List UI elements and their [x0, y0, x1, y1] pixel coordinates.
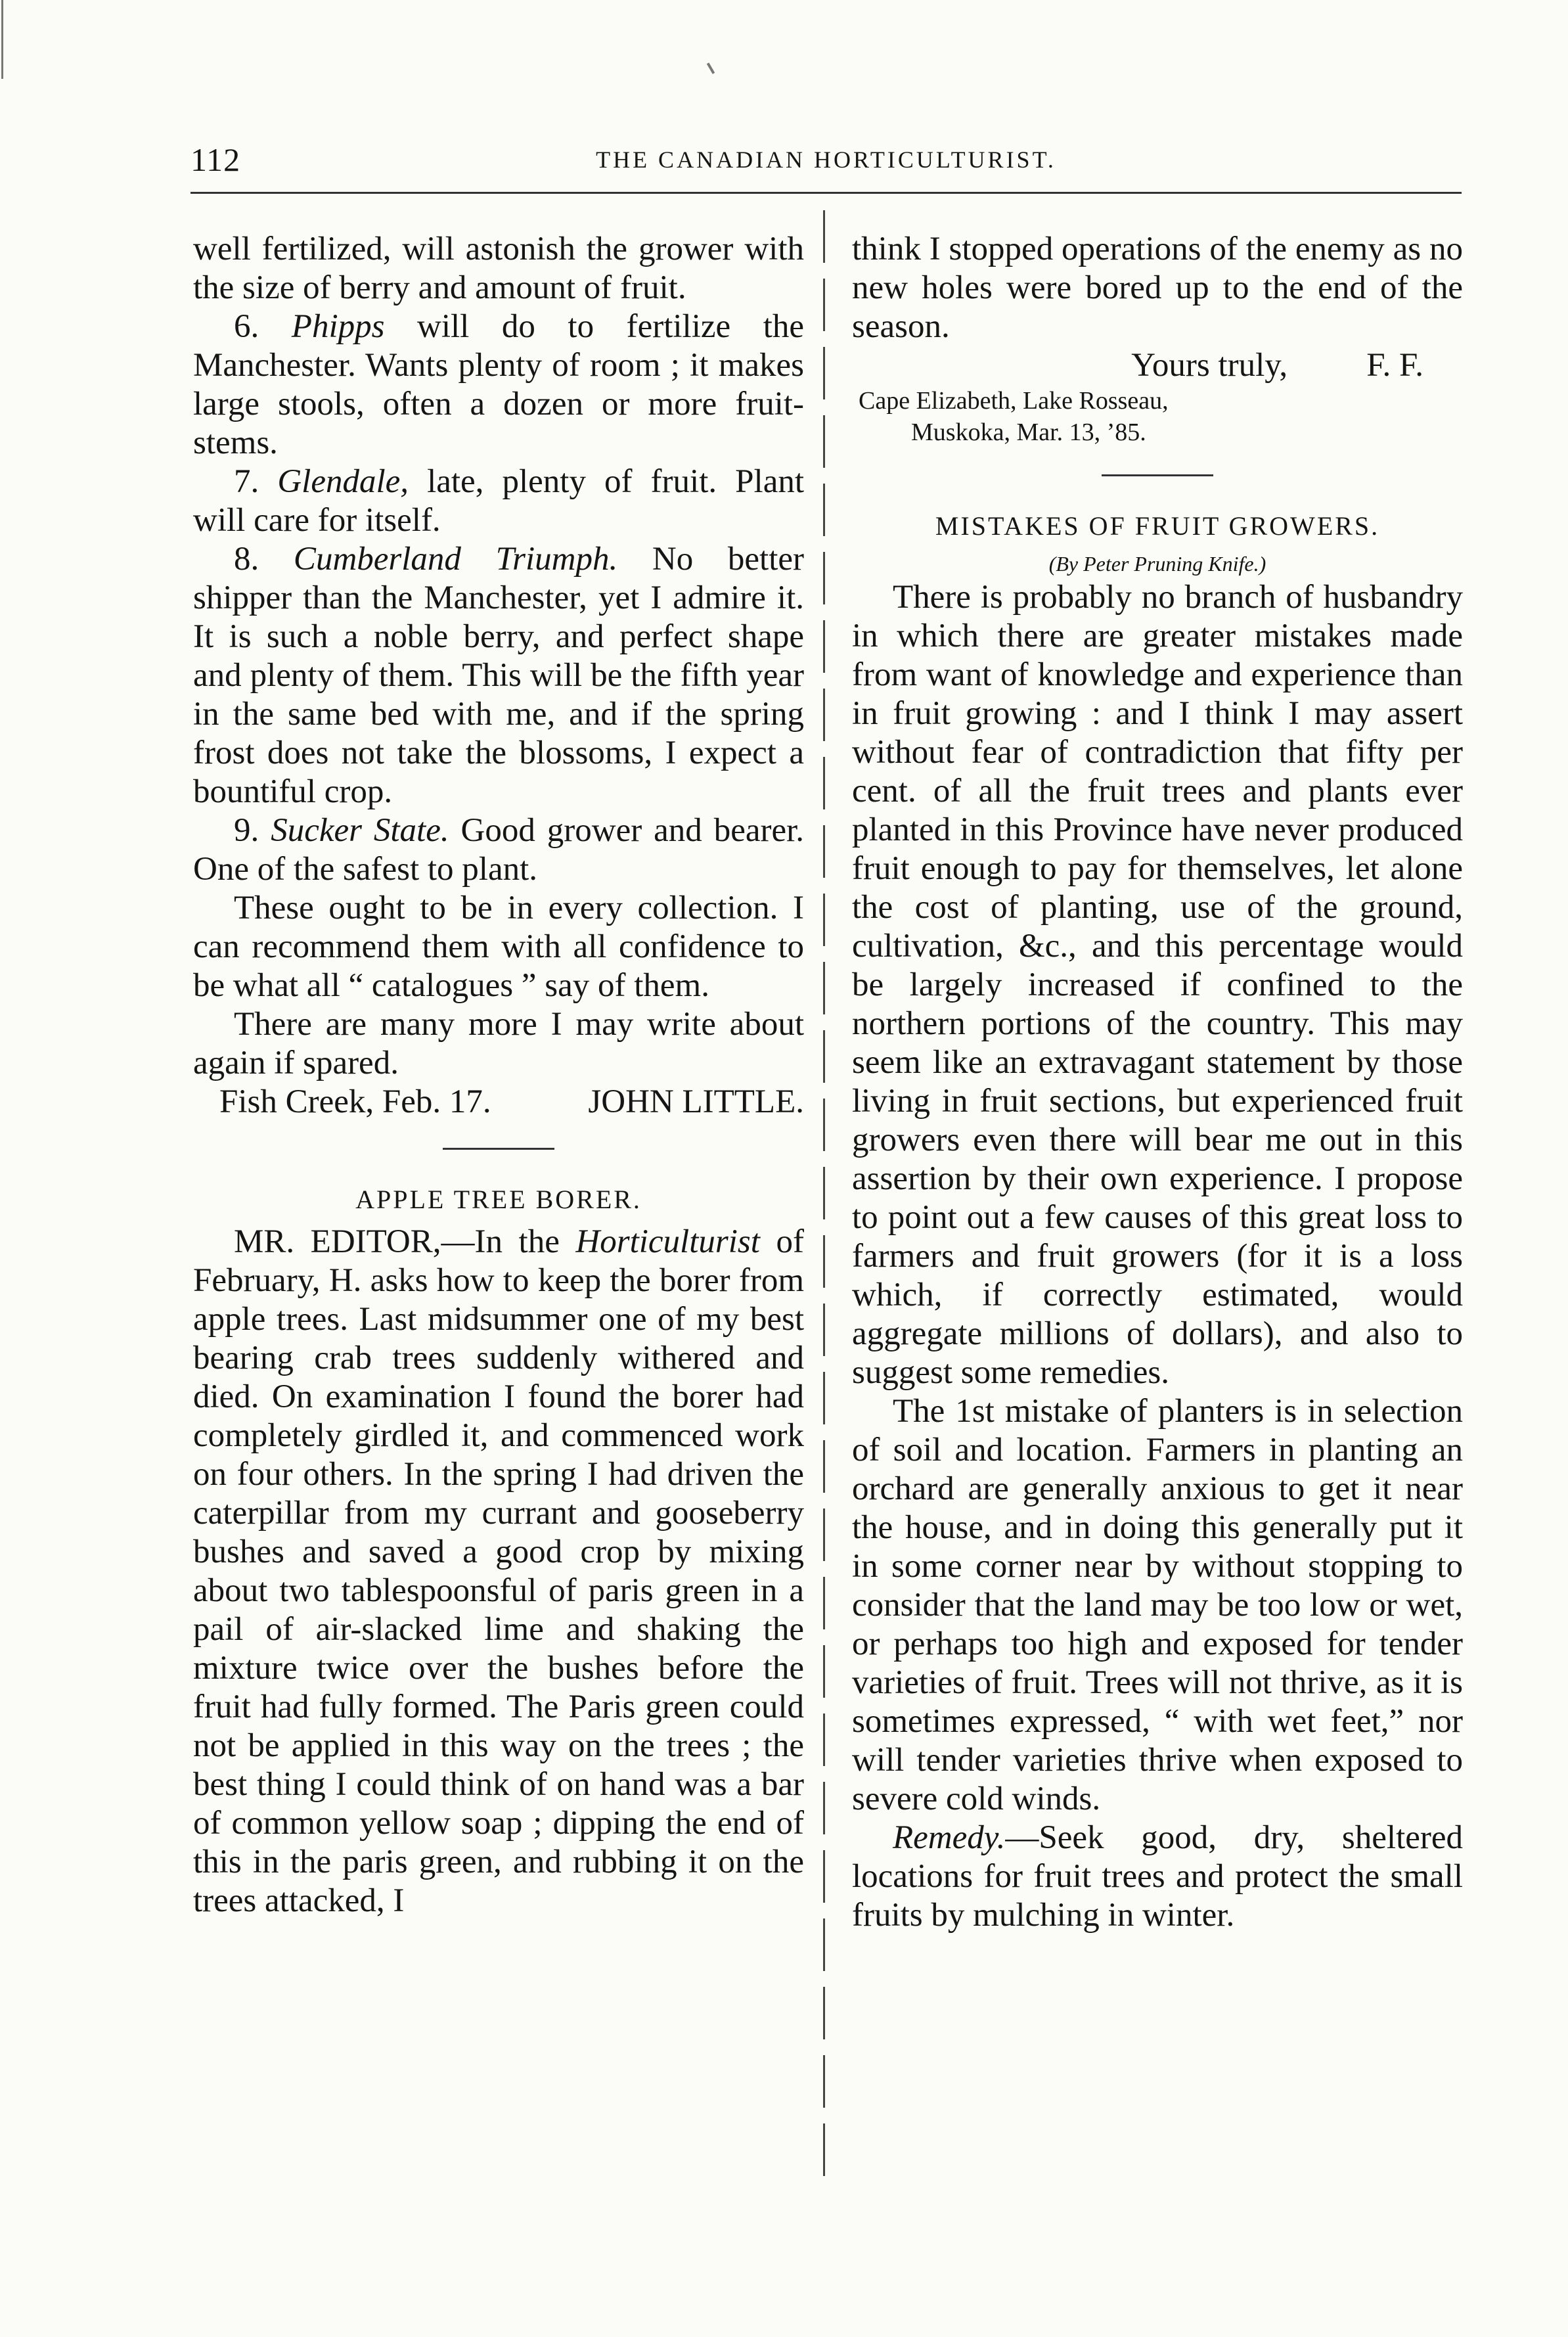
section-rule: [443, 1148, 554, 1150]
page-header: [190, 141, 1462, 184]
paragraph-borer: MR. EDITOR,—In the Horticulturist of February, H. asks how to keep the borer from apple trees. Last midsummer one of my best bearing crab trees suddenly withered and died. On examination I found the borer had completely girdled it, and commenced work on four others. In the spring I had driven the caterpillar from my currant and gooseberry bushes and saved a good crop by mixing about two tablespoonsful of paris green in a pail of air-slacked lime and shaking the mixture twice over the bushes before the fruit had fully formed. The Paris green could not be applied in this way on the trees ; the best thing I could think of on hand was a bar of common yellow soap ; dipping the end of this in the paris green, and rubbing it on the trees attacked, I: [193, 1223, 804, 1919]
scan-speck: [707, 62, 715, 74]
journal-title: Horticulturist: [575, 1223, 760, 1260]
list-item-cumberland: 8. Cumberland Triumph. No better shipper than the Manchester, yet I admire it. It is such a noble berry, and perfect shape and plenty of them. This will be the fifth year in the same bed with me, and if the spring frost does not take the blossoms, I expect a bountiful crop.: [193, 541, 804, 810]
salutation: MR. EDITOR,: [234, 1223, 441, 1260]
paragraph-intro: There is probably no branch of husbandry in which there are greater mistakes made from want of knowledge and experience than in fruit growing : and I think I may assert without fear of contradiction that fifty per cent. of all the fruit trees and plants ever planted in this Province have never produced fruit enough to pay for themselves, let alone the cost of planting, use of the ground, cultivation, &c., and this percentage would be largely increased if confined to the northern portions of the country. This may seem like an extravagant statement by those living in fruit sections, but experienced fruit growers even there will bear me out in this assertion by their own experience. I propose to point out a few causes of this great loss to farmers and fruit growers (for it is a loss which, if correctly estimated, would aggregate millions of dollars), and also to suggest some remedies.: [852, 579, 1463, 1391]
header-rule: [190, 192, 1462, 194]
closing-phrase: Yours truly,: [1131, 347, 1288, 384]
section-rule: [1102, 474, 1213, 476]
left-column: [193, 230, 804, 1920]
signature-name: JOHN LITTLE.: [588, 1083, 804, 1120]
paragraph-first-mistake: The 1st mistake of planters is in selection of soil and location. Farmers in planting an orchard are generally anxious to get it near the house, and in doing this generally put it in some corner near by without stopping to consider that the land may be too low or wet, or perhaps too high and exposed for tender varieties of fruit. Trees will not thrive, as it is sometimes expressed, “ with wet feet,” nor will tender varieties thrive when exposed to severe cold winds.: [852, 1393, 1463, 1817]
paragraph-continued: think I stopped operations of the enemy as no new holes were bored up to the end of the season.: [852, 231, 1463, 345]
closing-initials: F. F.: [1366, 347, 1423, 384]
list-item-sucker-state: 9. Sucker State. Good grower and bearer. One of the safest to plant.: [193, 812, 805, 888]
page-number: 112: [190, 141, 241, 178]
right-column: [852, 230, 1463, 1935]
address-line-2: Muskoka, Mar. 13, ’85.: [911, 419, 1146, 446]
heading-mistakes: MISTAKES OF FRUIT GROWERS.: [935, 511, 1380, 541]
scan-edge-mark: [1, 0, 3, 79]
byline: (By Peter Pruning Knife.): [1048, 552, 1266, 576]
signature-little: [193, 1083, 804, 1122]
address-line-1: Cape Elizabeth, Lake Rosseau,: [859, 387, 1169, 415]
list-item-glendale: 7. Glendale, late, plenty of fruit. Plant will care for itself.: [193, 463, 805, 539]
paragraph-fertilized: well fertilized, will astonish the grower with the size of berry and amount of fruit.: [193, 231, 804, 306]
paragraph-remedy: Remedy.—Seek good, dry, sheltered locations for fruit trees and protect the small fruits by mulching in winter.: [852, 1819, 1463, 1934]
signature-place: Fish Creek, Feb. 17.: [219, 1083, 491, 1120]
list-item-phipps: 6. Phipps will do to fertilize the Manchester. Wants plenty of room ; it makes large stools, often a dozen or more fruit-stems.: [193, 308, 805, 461]
paragraph-collection: These ought to be in every collection. I can recommend them with all confidence to be what all “ catalogues ” say of them.: [193, 890, 804, 1004]
letter-closing: [852, 346, 1463, 385]
column-divider: [823, 210, 825, 2181]
paragraph-more: There are many more I may write about again if spared.: [193, 1006, 804, 1081]
running-title: THE CANADIAN HORTICULTURIST.: [596, 147, 1056, 173]
heading-apple-tree-borer: APPLE TREE BORER.: [355, 1185, 642, 1214]
remedy-label: Remedy.: [893, 1819, 1006, 1856]
